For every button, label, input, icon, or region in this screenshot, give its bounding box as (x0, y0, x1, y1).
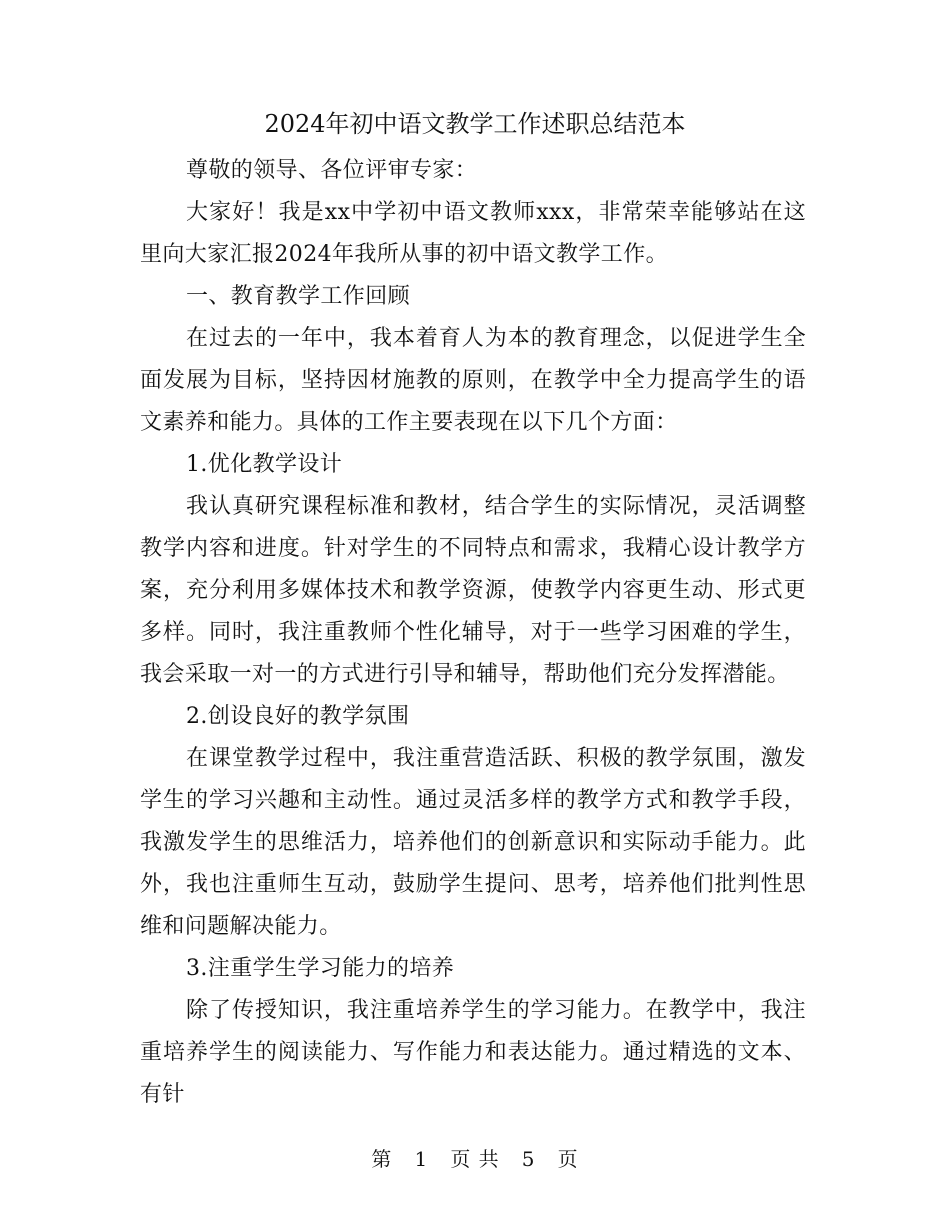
document-body (140, 150, 806, 1116)
page-footer (0, 1144, 950, 1174)
document-title: 2024年初中语文教学工作述职总结范本 (264, 110, 686, 138)
page-label-middle: 页 共 (450, 1147, 500, 1171)
subheading-3: 3.注重学生学习能力的培养 (186, 956, 455, 981)
page-label-prefix: 第 (371, 1147, 393, 1171)
subheading-2: 2.创设良好的教学氛围 (186, 704, 410, 729)
paragraph-salutation: 尊敬的领导、各位评审专家： (186, 158, 478, 183)
paragraph-ability: 除了传授知识，我注重培养学生的学习能力。在教学中，我注重培养学生的阅读能力、写作能力和表达能力。通过精选的文本、有针 (140, 998, 806, 1107)
paragraph-atmosphere: 在课堂教学过程中，我注重营造活跃、积极的教学氛围，激发学生的学习兴趣和主动性。通过灵活多样的教学方式和教学手段，我激发学生的思维活力，培养他们的创新意识和实际动手能力。此外，我也注重师生互动，鼓励学生提问、思考，培养他们批判性思维和问题解决能力。 (140, 746, 806, 939)
subheading-1: 1.优化教学设计 (186, 452, 343, 477)
paragraph-design: 我认真研究课程标准和教材，结合学生的实际情况，灵活调整教学内容和进度。针对学生的不同特点和需求，我精心设计教学方案，充分利用多媒体技术和教学资源，使教学内容更生动、形式更多样。同时，我注重教师个性化辅导，对于一些学习困难的学生，我会采取一对一的方式进行引导和辅导，帮助他们充分发挥潜能。 (140, 494, 806, 687)
total-pages-number: 5 (521, 1147, 536, 1171)
current-page-number: 1 (414, 1147, 429, 1171)
paragraph-greeting: 大家好！我是xx中学初中语文教师xxx，非常荣幸能够站在这里向大家汇报2024年我所从事的初中语文教学工作。 (140, 200, 806, 267)
section-heading-1: 一、教育教学工作回顾 (186, 284, 411, 309)
paragraph-review: 在过去的一年中，我本着育人为本的教育理念，以促进学生全面发展为目标，坚持因材施教的原则，在教学中全力提高学生的语文素养和能力。具体的工作主要表现在以下几个方面： (140, 326, 806, 435)
page-label-suffix: 页 (557, 1147, 579, 1171)
